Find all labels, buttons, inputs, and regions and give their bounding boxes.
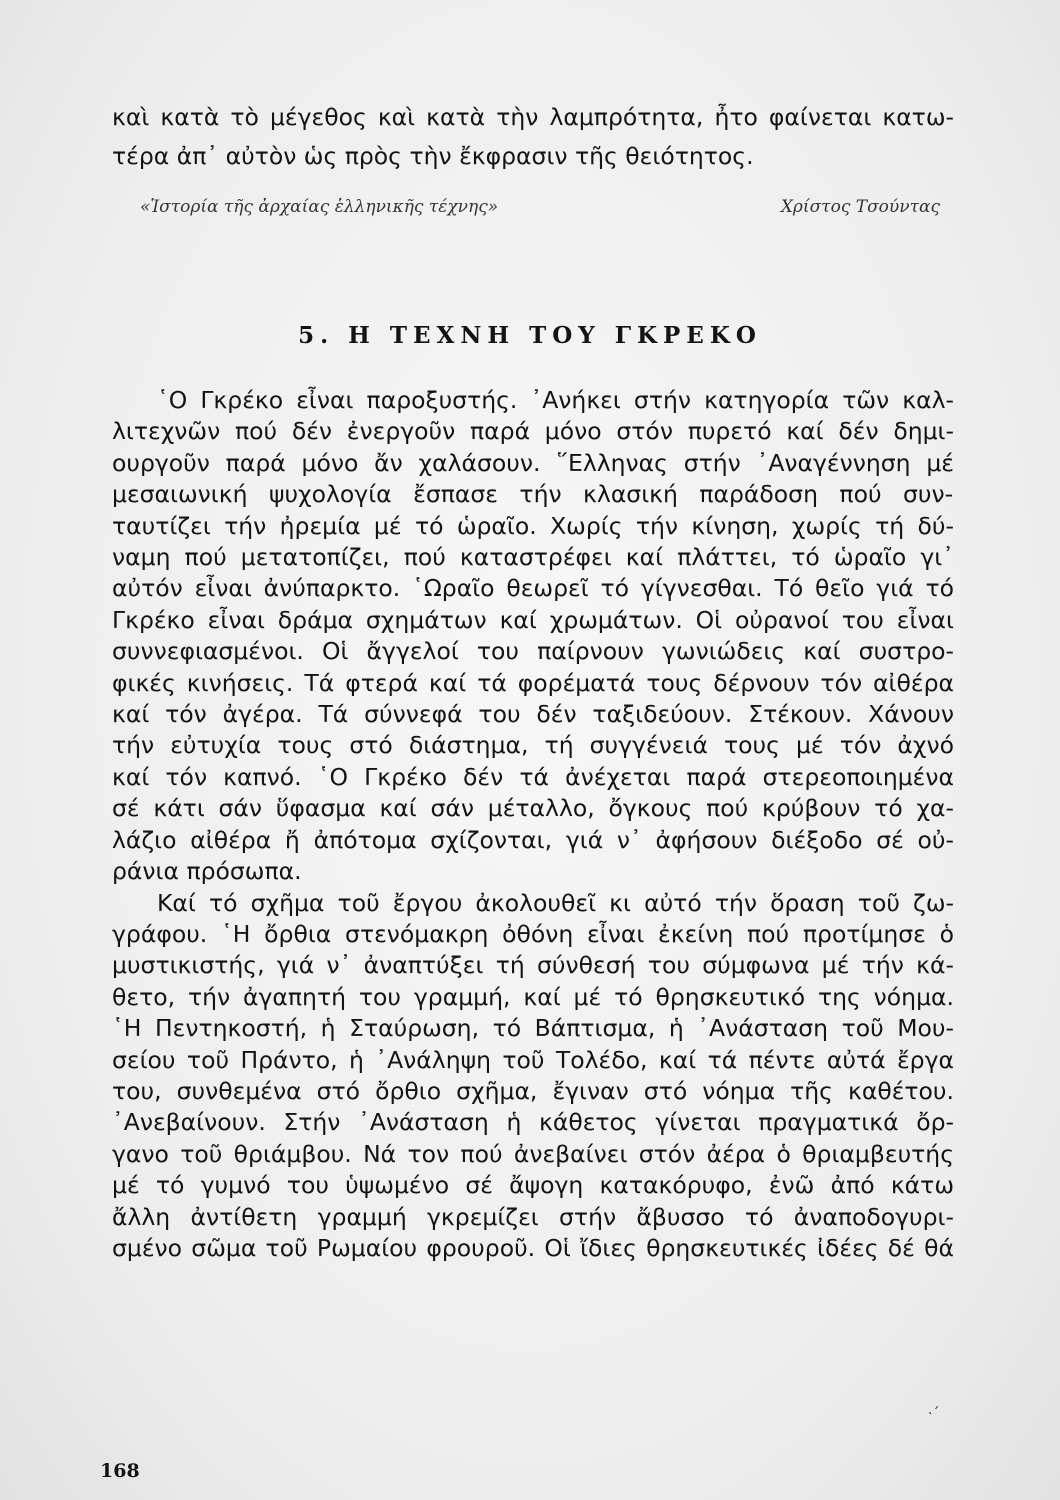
text-line: ράνια πρόσωπα. — [112, 857, 302, 886]
text-line: καί τόν καπνό. ῾Ο Γκρέκο δέν τά ἀνέχεται παρά στερεοποιημένα — [112, 762, 954, 791]
text-line: τήν εὐτυχία τους στό διάστημα, τή συγγένειά τους μέ τόν ἀχνό — [112, 731, 954, 760]
text-line: σείου τοῦ Πράντο, ἡ ᾿Ανάληψη τοῦ Τολέδο, καί τά πέντε αὐτά ἔργα — [112, 1045, 954, 1074]
citation-author: Χρίστος Τσούντας — [780, 197, 940, 217]
text-line: ῾Ο Γκρέκο εἶναι παροξυστής. ᾿Ανήκει στήν κατηγορία τῶν καλ- — [157, 386, 954, 414]
text-line: τέρα ἀπ᾽ αὐτὸν ὡς πρὸς τὴν ἔκφρασιν τῆς θειότητος. — [112, 142, 754, 170]
printer-mark: ·´ — [928, 1406, 940, 1422]
text-line: λιτεχνῶν πού δέν ἐνεργοῦν παρά μόνο στόν πυρετό καί δέν δημι- — [112, 417, 954, 446]
text-line: μυστικιστής, γιά ν᾽ ἀναπτύξει τή σύνθεσή του σύμφωνα μέ τήν κά- — [112, 951, 954, 980]
text-line: καὶ κατὰ τὸ μέγεθος καὶ κατὰ τὴν λαμπρότητα, ἦτο φαίνεται κατω- — [112, 103, 954, 131]
page-number: 168 — [100, 1460, 140, 1482]
text-line: ταυτίζει τήν ἠρεμία μέ τό ὡραῖο. Χωρίς τήν κίνηση, χωρίς τή δύ- — [112, 511, 954, 540]
text-line: ναμη πού μετατοπίζει, πού καταστρέφει καί πλάττει, τό ὡραῖο γι᾽ — [112, 543, 954, 572]
text-line: Γκρέκο εἶναι δράμα σχημάτων καί χρωμάτων. Οἱ οὐρανοί του εἶναι — [112, 605, 954, 634]
continued-quotation — [112, 98, 954, 176]
body-text — [112, 385, 954, 1264]
citation-source: «Ἱστορία τῆς ἀρχαίας ἑλληνικῆς τέχνης» — [140, 197, 499, 217]
text-line: ῾Η Πεντηκοστή, ἡ Σταύρωση, τό Βάπτισμα, ἡ ᾿Ανάσταση τοῦ Μου- — [112, 1014, 954, 1043]
text-line: του, συνθεμένα στό ὄρθιο σχῆμα, ἔγιναν στό νόημα τῆς καθέτου. — [112, 1076, 954, 1105]
text-line: Καί τό σχῆμα τοῦ ἔργου ἀκολουθεῖ κι αὐτό τήν ὅραση τοῦ ζω- — [157, 888, 954, 917]
text-line: γανο τοῦ θριάμβου. Νά τον πού ἀνεβαίνει στόν ἀέρα ὁ θριαμβευτής — [112, 1139, 954, 1168]
text-line: μέ τό γυμνό του ὑψωμένο σέ ἄψογη κατακόρυφο, ἐνῶ ἀπό κάτω — [112, 1171, 954, 1200]
section-heading: 5. Η ΤΕΧΝΗ ΤΟΥ ΓΚΡΕΚΟ — [298, 322, 762, 349]
text-line: σέ κάτι σάν ὕφασμα καί σάν μέταλλο, ὄγκους πού κρύβουν τό χα- — [112, 794, 954, 823]
text-line: φικές κινήσεις. Τά φτερά καί τά φορέματά τους δέρνουν τόν αἰθέρα — [112, 668, 954, 697]
text-line: ουργοῦν παρά μόνο ἄν χαλάσουν. ῞Ελληνας στήν ᾿Αναγέννηση μέ — [112, 448, 954, 477]
text-line: ᾿Ανεβαίνουν. Στήν ᾿Ανάσταση ἡ κάθετος γίνεται πραγματικά ὄρ- — [112, 1108, 954, 1137]
text-line: σμένο σῶμα τοῦ Ρωμαίου φρουροῦ. Οἱ ἴδιες θρησκευτικές ἰδέες δέ θά — [112, 1233, 954, 1262]
text-line: αὐτόν εἶναι ἀνύπαρκτο. ῾Ωραῖο θεωρεῖ τό γίγνεσθαι. Τό θεῖο γιά τό — [112, 574, 954, 603]
text-line: ἄλλη ἀντίθετη γραμμή γκρεμίζει στήν ἄβυσσο τό ἀναποδογυρι- — [112, 1202, 954, 1231]
text-line: καί τόν ἀγέρα. Τά σύννεφά του δέν ταξιδεύουν. Στέκουν. Χάνουν — [112, 700, 954, 729]
text-line: θετο, τήν ἀγαπητή του γραμμή, καί μέ τό θρησκευτικό της νόημα. — [112, 982, 954, 1011]
text-line: συννεφιασμένοι. Οἱ ἄγγελοί του παίρνουν γωνιώδεις καί συστρο- — [112, 637, 954, 666]
text-line: μεσαιωνική ψυχολογία ἔσπασε τήν κλασική παράδοση πού συν- — [112, 480, 954, 509]
text-line: γράφου. ῾Η ὄρθια στενόμακρη ὀθόνη εἶναι ἐκείνη πού προτίμησε ὁ — [112, 919, 954, 948]
text-line: λάζιο αἰθέρα ἤ ἀπότομα σχίζονται, γιά ν᾽ ἀφήσουν διέξοδο σέ οὐ- — [112, 825, 954, 854]
